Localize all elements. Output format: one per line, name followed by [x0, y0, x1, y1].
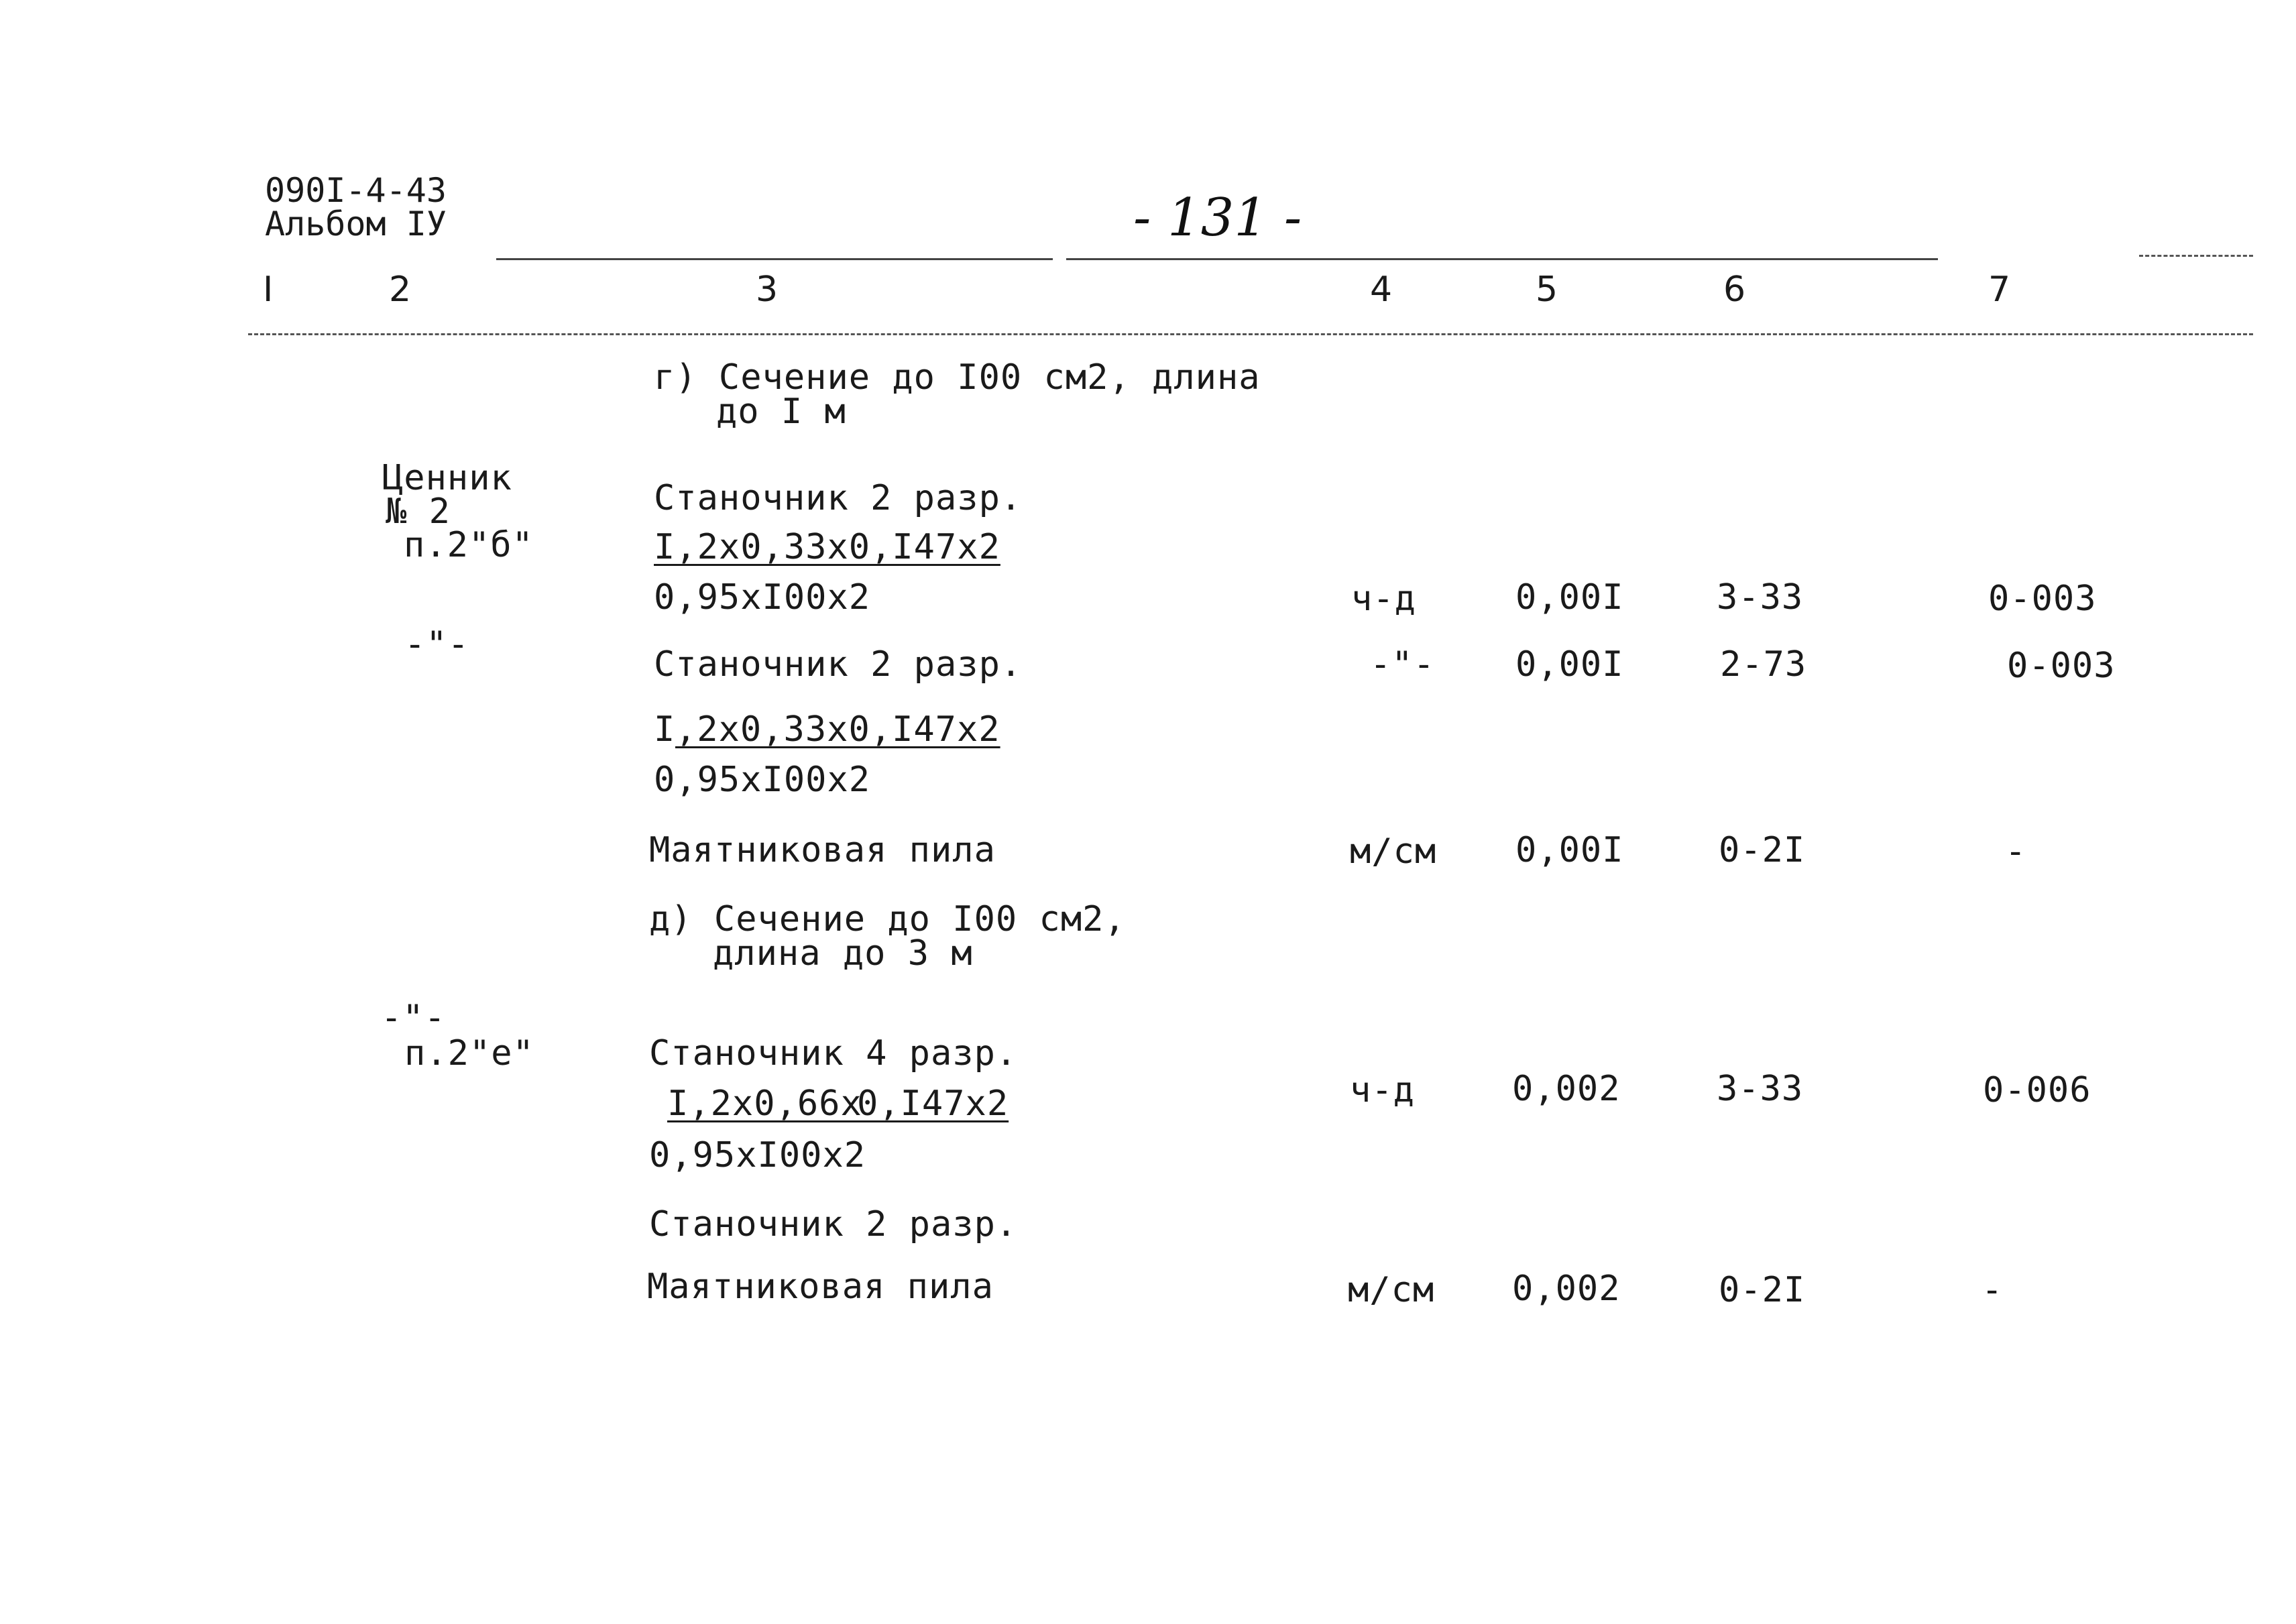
row2-unit: -"-	[1370, 644, 1435, 685]
section-d-title: д) Сечение до I00 см2,	[649, 899, 1126, 939]
row1-quantity: 0,00I	[1515, 577, 1624, 618]
col-7: 7	[1988, 270, 2011, 310]
row4-formula-denominator: 0,95xI00x2	[649, 1135, 866, 1175]
row4-total: 0-006	[1983, 1070, 2091, 1110]
row3-total: -	[2005, 831, 2027, 872]
col-4: 4	[1370, 270, 1393, 310]
top-rule-left	[496, 258, 1053, 260]
row4-description: Станочник 4 разр.	[649, 1033, 1018, 1074]
row1-formula-numerator: I,2x0,33x0,I47x2	[654, 527, 1000, 567]
doc-code: 090I-4-43	[265, 171, 447, 210]
row3-description: Маятниковая пила	[649, 830, 996, 870]
ref-item-e: п.2"е"	[404, 1033, 534, 1074]
row2-formula-numerator: ,2x0,33x0,I47x2	[675, 709, 1000, 750]
row1-formula-denominator: 0,95xI00x2	[654, 577, 871, 618]
row6-price: 0-2I	[1719, 1270, 1806, 1310]
col-5: 5	[1536, 270, 1558, 310]
row1-description: Станочник 2 разр.	[654, 478, 1023, 518]
row4-formula-numerator-a: I,2x0,66x	[667, 1084, 862, 1124]
col-3: 3	[756, 270, 779, 310]
row4-quantity: 0,002	[1512, 1069, 1621, 1109]
row1-price: 3-33	[1717, 577, 1804, 618]
col-1: I	[263, 270, 274, 310]
row2-formula-numerator-lead: I	[654, 709, 676, 750]
row4-unit: ч-д	[1350, 1070, 1415, 1110]
section-d-title-cont: длина до 3 м	[713, 933, 973, 974]
ref-ditto: -"-	[381, 998, 446, 1038]
row6-description: Маятниковая пила	[647, 1267, 994, 1307]
top-rule-right	[2139, 255, 2253, 257]
row3-price: 0-2I	[1719, 830, 1806, 870]
row3-quantity: 0,00I	[1515, 830, 1624, 870]
row4-formula-numerator-b: 0,I47x2	[857, 1084, 1009, 1124]
row2-quantity: 0,00I	[1515, 644, 1624, 685]
row3-unit: м/см	[1350, 831, 1437, 872]
row6-quantity: 0,002	[1512, 1269, 1621, 1309]
row2-price: 2-73	[1720, 644, 1807, 685]
row2-total: 0-003	[2007, 646, 2116, 686]
row6-total: -	[1982, 1270, 2004, 1310]
section-g-title-cont: до I м	[716, 392, 846, 432]
top-rule-mid	[1066, 258, 1938, 260]
row1-unit: ч-д	[1351, 579, 1416, 619]
col-6: 6	[1723, 270, 1746, 310]
page-number: - 131 -	[1133, 188, 1302, 248]
ref-pricelist-number: № 2	[386, 491, 451, 532]
section-g-title: г) Сечение до I00 см2, длина	[654, 357, 1261, 398]
ref-pricelist: Ценник	[382, 458, 512, 498]
col-2: 2	[389, 270, 412, 310]
ref-item: п.2"б"	[404, 525, 534, 565]
row2-description: Станочник 2 разр.	[654, 644, 1023, 685]
row5-description: Станочник 2 разр.	[649, 1204, 1018, 1244]
album-label: Альбом IУ	[265, 205, 447, 243]
row1-total: 0-003	[1988, 579, 2097, 619]
row2-reference: -"-	[404, 624, 469, 664]
header-bottom-rule	[248, 333, 2253, 335]
row6-unit: м/см	[1348, 1270, 1435, 1310]
row2-formula-denominator: 0,95xI00x2	[654, 760, 871, 800]
row4-price: 3-33	[1717, 1069, 1804, 1109]
